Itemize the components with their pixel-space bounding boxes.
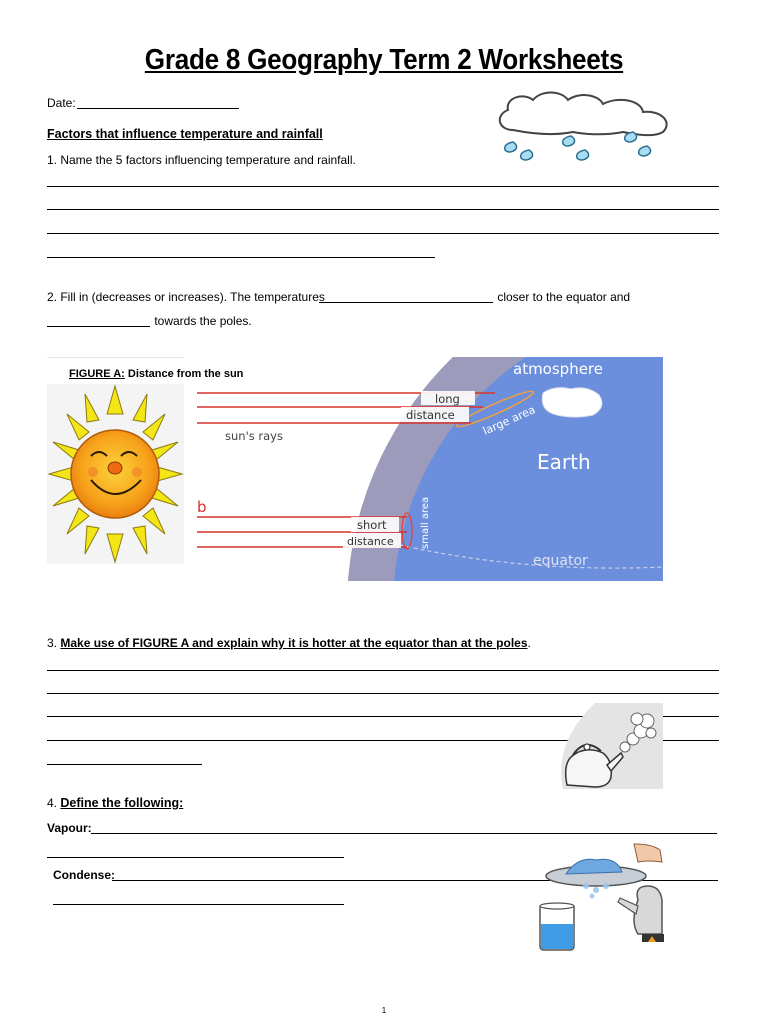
- question-3-text: Make use of FIGURE A and explain why it is hotter at the equator than at the poles: [60, 636, 528, 650]
- sun-icon: [47, 384, 184, 564]
- equator-label: equator: [533, 553, 588, 569]
- short-label: short: [357, 518, 387, 532]
- answer-line[interactable]: [47, 670, 719, 671]
- rain-cloud-icon: [493, 90, 678, 168]
- kettle-steam-icon: [555, 703, 663, 789]
- fill-in-blank-1[interactable]: [319, 302, 493, 303]
- vapour-answer-line[interactable]: [91, 833, 717, 834]
- large-area-label: large area: [480, 403, 538, 438]
- vapour-label: Vapour:: [47, 821, 92, 835]
- long-label: long: [435, 392, 460, 406]
- small-area-label: small area: [420, 496, 431, 549]
- question-3-suffix: .: [527, 636, 531, 650]
- date-field[interactable]: [77, 108, 239, 109]
- question-2-part2: closer to the equator and: [494, 290, 631, 304]
- condense-answer-line[interactable]: [53, 904, 344, 905]
- distance-top-label: distance: [406, 408, 455, 422]
- question-2-part1: 2. Fill in (decreases or increases). The temperatures: [47, 290, 329, 304]
- page-title: Grade 8 Geography Term 2 Worksheets: [144, 44, 624, 76]
- answer-line[interactable]: [47, 764, 202, 765]
- earth-label: Earth: [537, 450, 591, 474]
- suns-rays-label: sun's rays: [225, 429, 283, 443]
- figure-divider: [47, 357, 184, 358]
- question-4: [47, 796, 183, 810]
- b-label: b: [197, 498, 207, 516]
- answer-line[interactable]: [47, 209, 719, 210]
- figure-a-title: Distance from the sun: [124, 368, 244, 380]
- condensation-experiment-icon: [530, 842, 664, 952]
- answer-line[interactable]: [47, 186, 719, 187]
- earth-diagram: [195, 357, 663, 581]
- fill-in-blank-2[interactable]: [47, 326, 150, 327]
- atmosphere-label: atmosphere: [513, 360, 603, 378]
- question-4-number: 4.: [47, 796, 61, 810]
- answer-line[interactable]: [47, 693, 719, 694]
- question-4-heading: Define the following:: [60, 796, 184, 810]
- question-1: 1. Name the 5 factors influencing temperature and rainfall.: [47, 153, 356, 167]
- answer-line[interactable]: [47, 257, 435, 258]
- answer-line[interactable]: [47, 233, 719, 234]
- figure-a-label: FIGURE A:: [69, 368, 125, 380]
- question-2-part3: towards the poles.: [151, 314, 252, 328]
- question-3-number: 3.: [47, 636, 61, 650]
- condense-label: Condense:: [53, 868, 116, 882]
- vapour-answer-line[interactable]: [47, 857, 344, 858]
- distance-bottom-label: distance: [347, 535, 394, 548]
- question-3: [47, 636, 531, 650]
- page-number: 1: [381, 1006, 387, 1015]
- date-label: Date:: [47, 96, 80, 110]
- section-heading: Factors that influence temperature and rainfall: [47, 127, 323, 141]
